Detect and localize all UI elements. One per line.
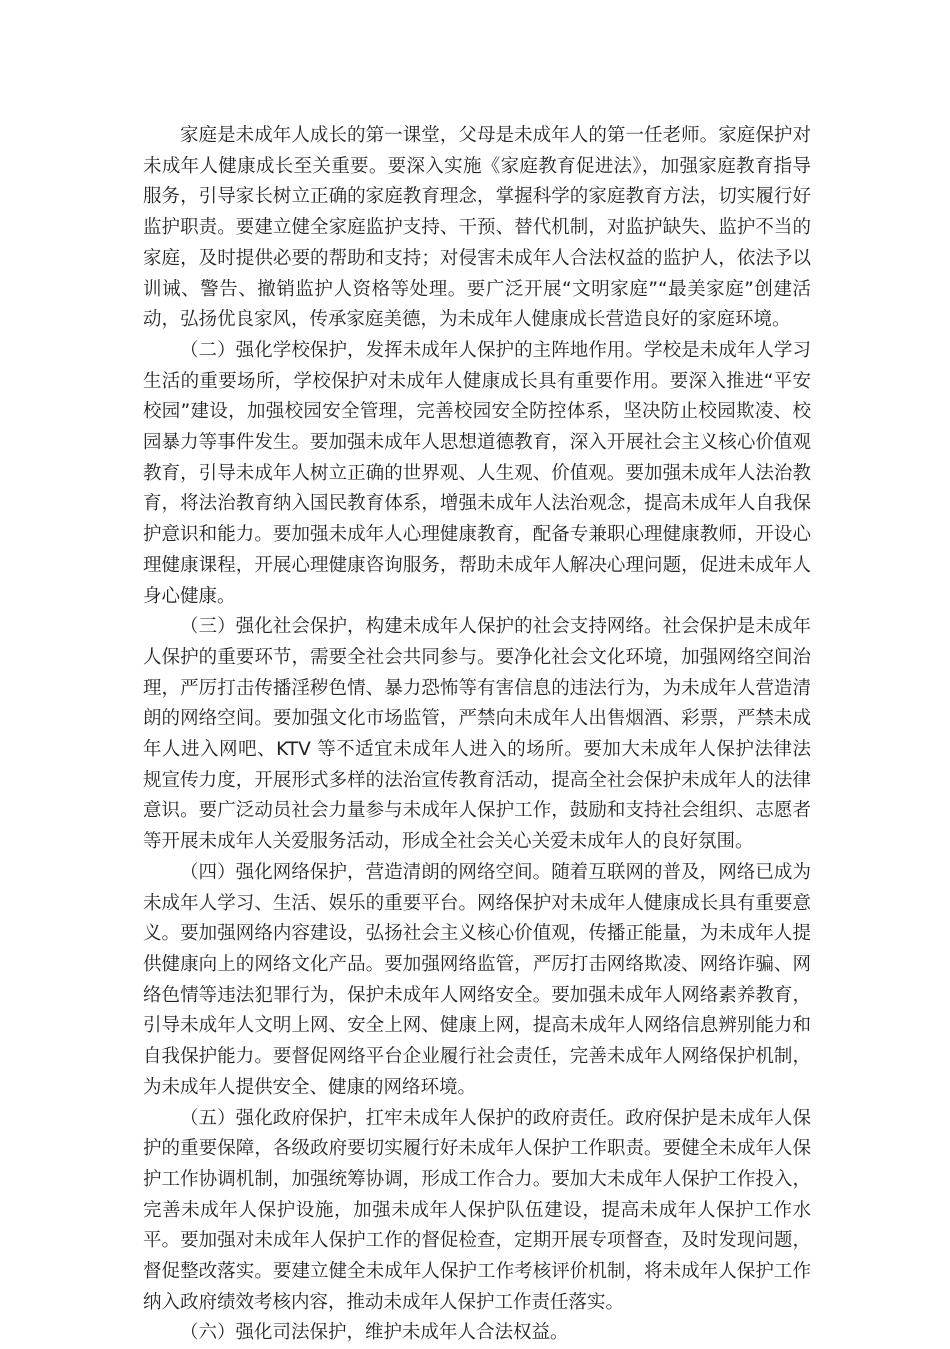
paragraph-family-protection: 家庭是未成年人成长的第一课堂，父母是未成年人的第一任老师。家庭保护对未成年人健康成长至关重要。要深入实施《家庭教育促进法》，加强家庭教育指导服务，引导家长树立正确的家庭教育理念，掌握科学的家庭教育方法，切实履行好监护职责。要建立健全家庭监护支持、干预、替代机制，对监护缺失、监护不当的家庭，及时提供必要的帮助和支持；对侵害未成年人合法权益的监护人，依法予以训诫、警告、撤销监护人资格等处理。要广泛开展“文明家庭”“最美家庭”创建活动，弘扬优良家风，传承家庭美德，为未成年人健康成长营造良好的家庭环境。 bbox=[143, 125, 811, 331]
paragraph-government-protection: （五）强化政府保护，扛牢未成年人保护的政府责任。政府保护是未成年人保护的重要保障，各级政府要切实履行好未成年人保护工作职责。要健全未成年人保护工作协调机制，加强统筹协调，形成工作合力。要加大未成年人保护工作投入，完善未成年人保护设施，加强未成年人保护队伍建设，提高未成年人保护工作水平。要加强对未成年人保护工作的督促检查，定期开展专项督查，及时发现问题，督促整改落实。要建立健全未成年人保护工作考核评价机制，将未成年人保护工作纳入政府绩效考核内容，推动未成年人保护工作责任落实。 bbox=[143, 1107, 811, 1313]
paragraph-judicial-protection: （六）强化司法保护，维护未成年人合法权益。 bbox=[180, 1322, 569, 1344]
paragraph-network-protection: （四）强化网络保护，营造清朗的网络空间。随着互联网的普及，网络已成为未成年人学习、生活、娱乐的重要平台。网络保护对未成年人健康成长具有重要意义。要加强网络内容建设，弘扬社会主义核心价值观，传播正能量，为未成年人提供健康向上的网络文化产品。要加强网络监管，严厉打击网络欺凌、网络诈骗、网络色情等违法犯罪行为，保护未成年人网络安全。要加强未成年人网络素养教育，引导未成年人文明上网、安全上网、健康上网，提高未成年人网络信息辨别能力和自我保护能力。要督促网络平台企业履行社会责任，完善未成年人网络保护机制，为未成年人提供安全、健康的网络环境。 bbox=[143, 861, 811, 1098]
paragraph-social-protection: （三）强化社会保护，构建未成年人保护的社会支持网络。社会保护是未成年人保护的重要环节，需要全社会共同参与。要净化社会文化环境，加强网络空间治理，严厉打击传播淫秽色情、暴力恐怖等有害信息的违法行为，为未成年人营造清朗的网络空间。要加强文化市场监管，严禁向未成年人出售烟酒、彩票，严禁未成年人进入网吧、KTV 等不适宜未成年人进入的场所。要加大未成年人保护法律法规宣传力度，开展形式多样的法治宣传教育活动，提高全社会保护未成年人的法律意识。要广泛动员社会力量参与未成年人保护工作，鼓励和支持社会组织、志愿者等开展未成年人关爱服务活动，形成全社会关心关爱未成年人的良好氛围。 bbox=[143, 616, 811, 853]
paragraph-school-protection: （二）强化学校保护，发挥未成年人保护的主阵地作用。学校是未成年人学习生活的重要场所，学校保护对未成年人健康成长具有重要作用。要深入推进“平安校园”建设，加强校园安全管理，完善校园安全防控体系，坚决防止校园欺凌、校园暴力等事件发生。要加强未成年人思想道德教育，深入开展社会主义核心价值观教育，引导未成年人树立正确的世界观、人生观、价值观。要加强未成年人法治教育，将法治教育纳入国民教育体系，增强未成年人法治观念，提高未成年人自我保护意识和能力。要加强未成年人心理健康教育，配备专兼职心理健康教师，开设心理健康课程，开展心理健康咨询服务，帮助未成年人解决心理问题，促进未成年人身心健康。 bbox=[143, 339, 811, 607]
document-body bbox=[143, 121, 811, 1349]
